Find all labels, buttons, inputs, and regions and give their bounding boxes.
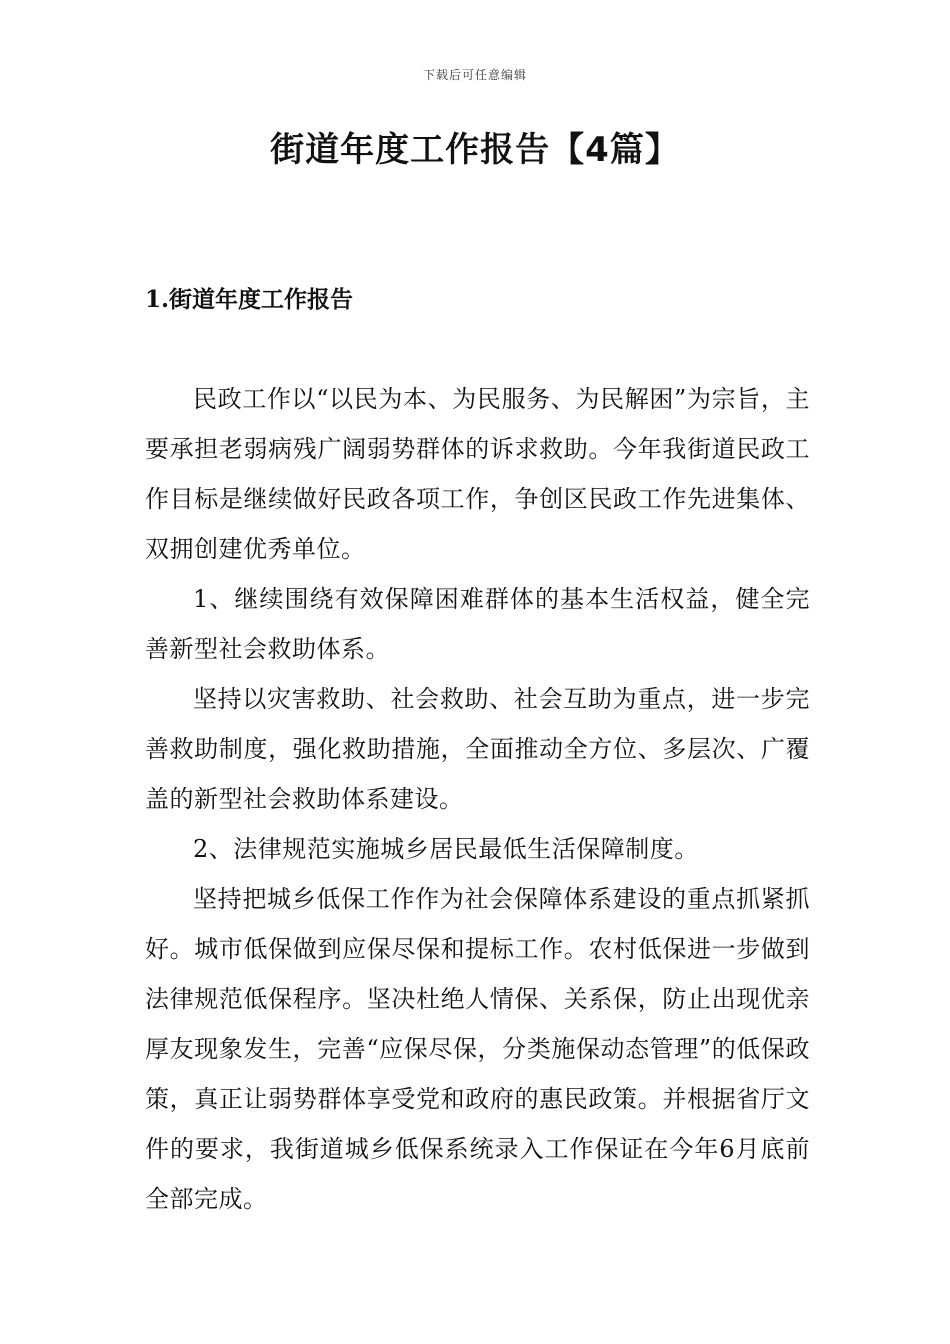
header-note: 下载后可任意编辑 xyxy=(422,68,527,82)
paragraph-intro: 民政工作以“以民为本、为民服务、为民解困”为宗旨，主要承担老弱病残广阔弱势群体的诉求救助。今年我街道民政工作目标是继续做好民政各项工作，争创区民政工作先进集体、双拥创建优秀单位。 xyxy=(145,385,810,563)
section-heading: 1.街道年度工作报告 xyxy=(145,286,354,313)
document-body xyxy=(145,374,810,1224)
paragraph-item-1-heading: 1、继续围绕有效保障困难群体的基本生活权益，健全完善新型社会救助体系。 xyxy=(145,585,810,663)
paragraph-item-2-body: 坚持把城乡低保工作作为社会保障体系建设的重点抓紧抓好。城市低保做到应保尽保和提标工作。农村低保进一步做到法律规范低保程序。坚决杜绝人情保、关系保，防止出现优亲厚友现象发生，完善“应保尽保，分类施保动态管理”的低保政策，真正让弱势群体享受党和政府的惠民政策。并根据省厅文件的要求，我街道城乡低保系统录入工作保证在今年6月底前全部完成。 xyxy=(145,885,810,1213)
paragraph-item-2-heading: 2、法律规范实施城乡居民最低生活保障制度。 xyxy=(193,835,699,863)
paragraph-item-1-body: 坚持以灾害救助、社会救助、社会互助为重点，进一步完善救助制度，强化救助措施，全面推动全方位、多层次、广覆盖的新型社会救助体系建设。 xyxy=(145,685,810,813)
document-title: 街道年度工作报告【4篇】 xyxy=(270,130,680,170)
